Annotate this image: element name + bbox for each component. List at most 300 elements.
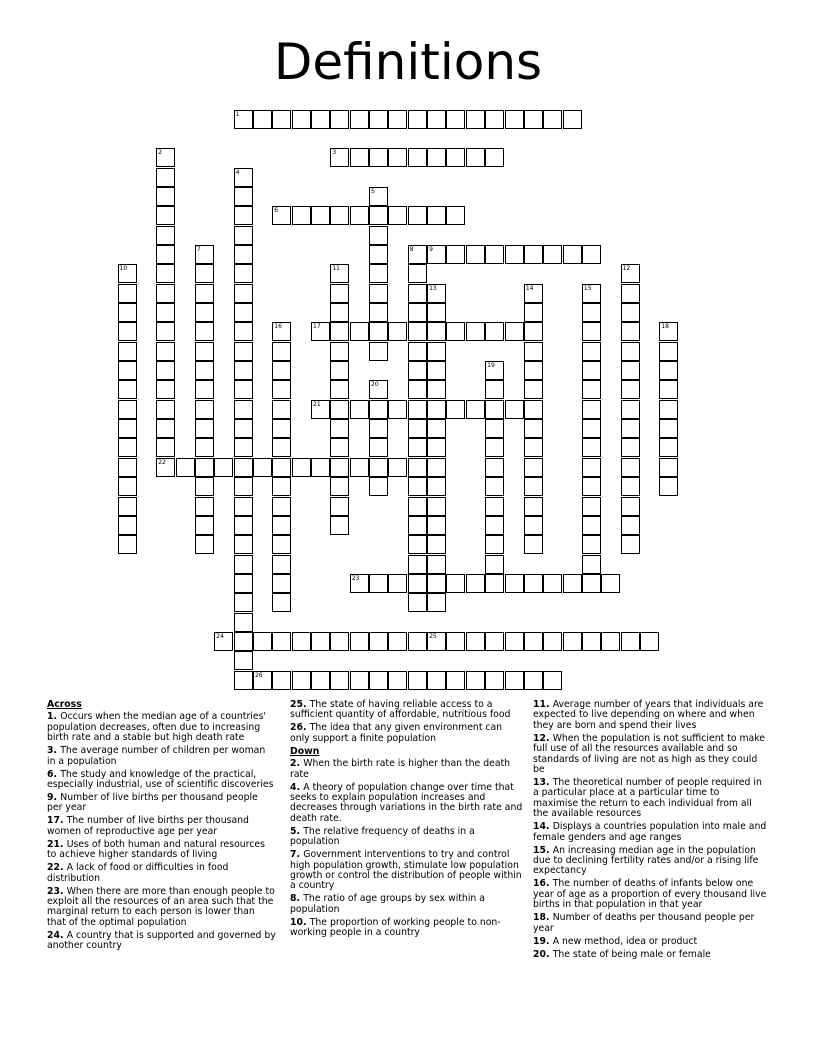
grid-cell[interactable] xyxy=(311,322,330,341)
grid-cell[interactable] xyxy=(369,284,388,303)
grid-cell[interactable] xyxy=(427,438,446,457)
grid-cell[interactable] xyxy=(582,361,601,380)
grid-cell[interactable] xyxy=(408,671,427,690)
grid-cell[interactable] xyxy=(524,497,543,516)
grid-cell[interactable] xyxy=(427,322,446,341)
grid-cell[interactable] xyxy=(466,671,485,690)
grid-cell[interactable] xyxy=(659,438,678,457)
grid-cell[interactable] xyxy=(195,400,214,419)
grid-cell[interactable] xyxy=(234,400,253,419)
grid-cell[interactable] xyxy=(582,342,601,361)
grid-cell[interactable] xyxy=(311,400,330,419)
grid-cell[interactable] xyxy=(466,322,485,341)
grid-cell[interactable] xyxy=(446,632,465,651)
grid-cell[interactable] xyxy=(524,574,543,593)
grid-cell[interactable] xyxy=(446,206,465,225)
grid-cell[interactable] xyxy=(408,400,427,419)
grid-cell[interactable] xyxy=(621,458,640,477)
grid-cell[interactable] xyxy=(195,245,214,264)
grid-cell[interactable] xyxy=(388,148,407,167)
grid-cell[interactable] xyxy=(272,632,291,651)
grid-cell[interactable] xyxy=(118,264,137,283)
grid-cell[interactable] xyxy=(427,206,446,225)
grid-cell[interactable] xyxy=(350,671,369,690)
grid-cell[interactable] xyxy=(563,632,582,651)
grid-cell[interactable] xyxy=(621,497,640,516)
grid-cell[interactable] xyxy=(330,419,349,438)
grid-cell[interactable] xyxy=(446,322,465,341)
grid-cell[interactable] xyxy=(369,438,388,457)
grid-cell[interactable] xyxy=(621,380,640,399)
grid-cell[interactable] xyxy=(524,400,543,419)
grid-cell[interactable] xyxy=(621,477,640,496)
grid-cell[interactable] xyxy=(253,671,272,690)
grid-cell[interactable] xyxy=(485,497,504,516)
grid-cell[interactable] xyxy=(582,438,601,457)
grid-cell[interactable] xyxy=(330,458,349,477)
grid-cell[interactable] xyxy=(485,458,504,477)
grid-cell[interactable] xyxy=(118,284,137,303)
grid-cell[interactable] xyxy=(659,361,678,380)
grid-cell[interactable] xyxy=(156,148,175,167)
grid-cell[interactable] xyxy=(156,361,175,380)
grid-cell[interactable] xyxy=(582,477,601,496)
grid-cell[interactable] xyxy=(350,400,369,419)
grid-cell[interactable] xyxy=(118,438,137,457)
grid-cell[interactable] xyxy=(505,671,524,690)
grid-cell[interactable] xyxy=(524,477,543,496)
grid-cell[interactable] xyxy=(621,284,640,303)
grid-cell[interactable] xyxy=(350,632,369,651)
grid-cell[interactable] xyxy=(466,400,485,419)
grid-cell[interactable] xyxy=(234,110,253,129)
grid-cell[interactable] xyxy=(543,632,562,651)
grid-cell[interactable] xyxy=(369,206,388,225)
grid-cell[interactable] xyxy=(234,361,253,380)
grid-cell[interactable] xyxy=(234,264,253,283)
grid-cell[interactable] xyxy=(234,651,253,670)
grid-cell[interactable] xyxy=(621,632,640,651)
grid-cell[interactable] xyxy=(330,322,349,341)
grid-cell[interactable] xyxy=(505,632,524,651)
grid-cell[interactable] xyxy=(388,400,407,419)
grid-cell[interactable] xyxy=(446,574,465,593)
grid-cell[interactable] xyxy=(156,458,175,477)
grid-cell[interactable] xyxy=(234,303,253,322)
grid-cell[interactable] xyxy=(408,245,427,264)
grid-cell[interactable] xyxy=(330,438,349,457)
grid-cell[interactable] xyxy=(350,206,369,225)
grid-cell[interactable] xyxy=(234,535,253,554)
grid-cell[interactable] xyxy=(427,632,446,651)
grid-cell[interactable] xyxy=(427,361,446,380)
grid-cell[interactable] xyxy=(253,458,272,477)
grid-cell[interactable] xyxy=(330,400,349,419)
grid-cell[interactable] xyxy=(446,110,465,129)
grid-cell[interactable] xyxy=(234,593,253,612)
grid-cell[interactable] xyxy=(582,632,601,651)
grid-cell[interactable] xyxy=(524,632,543,651)
grid-cell[interactable] xyxy=(582,400,601,419)
grid-cell[interactable] xyxy=(118,322,137,341)
grid-cell[interactable] xyxy=(330,110,349,129)
grid-cell[interactable] xyxy=(369,110,388,129)
grid-cell[interactable] xyxy=(292,632,311,651)
grid-cell[interactable] xyxy=(543,110,562,129)
grid-cell[interactable] xyxy=(427,555,446,574)
grid-cell[interactable] xyxy=(234,632,253,651)
grid-cell[interactable] xyxy=(272,419,291,438)
grid-cell[interactable] xyxy=(330,148,349,167)
grid-cell[interactable] xyxy=(505,245,524,264)
grid-cell[interactable] xyxy=(563,574,582,593)
grid-cell[interactable] xyxy=(621,516,640,535)
grid-cell[interactable] xyxy=(466,574,485,593)
grid-cell[interactable] xyxy=(272,206,291,225)
grid-cell[interactable] xyxy=(466,110,485,129)
grid-cell[interactable] xyxy=(408,438,427,457)
grid-cell[interactable] xyxy=(156,206,175,225)
grid-cell[interactable] xyxy=(156,380,175,399)
grid-cell[interactable] xyxy=(369,671,388,690)
grid-cell[interactable] xyxy=(156,303,175,322)
grid-cell[interactable] xyxy=(272,555,291,574)
grid-cell[interactable] xyxy=(524,516,543,535)
grid-cell[interactable] xyxy=(427,477,446,496)
grid-cell[interactable] xyxy=(427,593,446,612)
grid-cell[interactable] xyxy=(272,593,291,612)
grid-cell[interactable] xyxy=(524,342,543,361)
grid-cell[interactable] xyxy=(485,419,504,438)
grid-cell[interactable] xyxy=(621,342,640,361)
grid-cell[interactable] xyxy=(234,226,253,245)
grid-cell[interactable] xyxy=(234,168,253,187)
grid-cell[interactable] xyxy=(234,574,253,593)
grid-cell[interactable] xyxy=(408,206,427,225)
grid-cell[interactable] xyxy=(659,419,678,438)
grid-cell[interactable] xyxy=(234,477,253,496)
grid-cell[interactable] xyxy=(427,458,446,477)
grid-cell[interactable] xyxy=(427,148,446,167)
grid-cell[interactable] xyxy=(234,613,253,632)
grid-cell[interactable] xyxy=(659,322,678,341)
grid-cell[interactable] xyxy=(272,458,291,477)
grid-cell[interactable] xyxy=(485,477,504,496)
grid-cell[interactable] xyxy=(272,671,291,690)
grid-cell[interactable] xyxy=(272,574,291,593)
grid-cell[interactable] xyxy=(388,206,407,225)
grid-cell[interactable] xyxy=(524,322,543,341)
grid-cell[interactable] xyxy=(156,168,175,187)
grid-cell[interactable] xyxy=(330,284,349,303)
grid-cell[interactable] xyxy=(446,148,465,167)
grid-cell[interactable] xyxy=(582,303,601,322)
grid-cell[interactable] xyxy=(195,458,214,477)
grid-cell[interactable] xyxy=(118,361,137,380)
grid-cell[interactable] xyxy=(524,458,543,477)
grid-cell[interactable] xyxy=(311,206,330,225)
grid-cell[interactable] xyxy=(369,187,388,206)
grid-cell[interactable] xyxy=(446,245,465,264)
grid-cell[interactable] xyxy=(369,264,388,283)
grid-cell[interactable] xyxy=(292,110,311,129)
grid-cell[interactable] xyxy=(427,535,446,554)
grid-cell[interactable] xyxy=(195,361,214,380)
grid-cell[interactable] xyxy=(234,555,253,574)
grid-cell[interactable] xyxy=(524,361,543,380)
grid-cell[interactable] xyxy=(408,419,427,438)
grid-cell[interactable] xyxy=(485,671,504,690)
grid-cell[interactable] xyxy=(408,458,427,477)
grid-cell[interactable] xyxy=(582,245,601,264)
grid-cell[interactable] xyxy=(659,380,678,399)
grid-cell[interactable] xyxy=(156,187,175,206)
grid-cell[interactable] xyxy=(601,574,620,593)
grid-cell[interactable] xyxy=(485,322,504,341)
grid-cell[interactable] xyxy=(330,264,349,283)
grid-cell[interactable] xyxy=(195,438,214,457)
grid-cell[interactable] xyxy=(234,322,253,341)
grid-cell[interactable] xyxy=(408,497,427,516)
grid-cell[interactable] xyxy=(272,110,291,129)
grid-cell[interactable] xyxy=(466,632,485,651)
grid-cell[interactable] xyxy=(195,380,214,399)
grid-cell[interactable] xyxy=(369,632,388,651)
grid-cell[interactable] xyxy=(330,671,349,690)
grid-cell[interactable] xyxy=(350,322,369,341)
grid-cell[interactable] xyxy=(118,477,137,496)
grid-cell[interactable] xyxy=(195,342,214,361)
grid-cell[interactable] xyxy=(156,400,175,419)
grid-cell[interactable] xyxy=(408,574,427,593)
grid-cell[interactable] xyxy=(234,245,253,264)
grid-cell[interactable] xyxy=(485,245,504,264)
grid-cell[interactable] xyxy=(311,671,330,690)
grid-cell[interactable] xyxy=(485,380,504,399)
grid-cell[interactable] xyxy=(118,419,137,438)
grid-cell[interactable] xyxy=(524,671,543,690)
grid-cell[interactable] xyxy=(427,400,446,419)
grid-cell[interactable] xyxy=(505,400,524,419)
grid-cell[interactable] xyxy=(621,322,640,341)
grid-cell[interactable] xyxy=(582,555,601,574)
grid-cell[interactable] xyxy=(350,110,369,129)
grid-cell[interactable] xyxy=(582,284,601,303)
grid-cell[interactable] xyxy=(485,516,504,535)
grid-cell[interactable] xyxy=(388,574,407,593)
grid-cell[interactable] xyxy=(408,342,427,361)
grid-cell[interactable] xyxy=(176,458,195,477)
grid-cell[interactable] xyxy=(485,148,504,167)
grid-cell[interactable] xyxy=(563,110,582,129)
grid-cell[interactable] xyxy=(156,284,175,303)
grid-cell[interactable] xyxy=(524,110,543,129)
grid-cell[interactable] xyxy=(582,574,601,593)
grid-cell[interactable] xyxy=(369,477,388,496)
grid-cell[interactable] xyxy=(156,226,175,245)
grid-cell[interactable] xyxy=(582,380,601,399)
grid-cell[interactable] xyxy=(427,342,446,361)
grid-cell[interactable] xyxy=(330,497,349,516)
grid-cell[interactable] xyxy=(272,400,291,419)
grid-cell[interactable] xyxy=(350,574,369,593)
grid-cell[interactable] xyxy=(659,477,678,496)
grid-cell[interactable] xyxy=(408,380,427,399)
grid-cell[interactable] xyxy=(543,245,562,264)
grid-cell[interactable] xyxy=(292,671,311,690)
grid-cell[interactable] xyxy=(582,419,601,438)
grid-cell[interactable] xyxy=(408,632,427,651)
grid-cell[interactable] xyxy=(311,110,330,129)
grid-cell[interactable] xyxy=(234,671,253,690)
grid-cell[interactable] xyxy=(272,438,291,457)
grid-cell[interactable] xyxy=(582,497,601,516)
grid-cell[interactable] xyxy=(388,110,407,129)
grid-cell[interactable] xyxy=(118,516,137,535)
grid-cell[interactable] xyxy=(446,400,465,419)
grid-cell[interactable] xyxy=(272,322,291,341)
grid-cell[interactable] xyxy=(272,380,291,399)
grid-cell[interactable] xyxy=(253,632,272,651)
grid-cell[interactable] xyxy=(427,284,446,303)
grid-cell[interactable] xyxy=(582,458,601,477)
grid-cell[interactable] xyxy=(524,535,543,554)
grid-cell[interactable] xyxy=(524,303,543,322)
grid-cell[interactable] xyxy=(621,264,640,283)
grid-cell[interactable] xyxy=(156,438,175,457)
grid-cell[interactable] xyxy=(156,245,175,264)
grid-cell[interactable] xyxy=(408,516,427,535)
grid-cell[interactable] xyxy=(427,497,446,516)
grid-cell[interactable] xyxy=(369,574,388,593)
grid-cell[interactable] xyxy=(659,342,678,361)
grid-cell[interactable] xyxy=(369,419,388,438)
grid-cell[interactable] xyxy=(369,380,388,399)
grid-cell[interactable] xyxy=(195,284,214,303)
grid-cell[interactable] xyxy=(330,516,349,535)
grid-cell[interactable] xyxy=(485,438,504,457)
grid-cell[interactable] xyxy=(446,671,465,690)
grid-cell[interactable] xyxy=(369,303,388,322)
grid-cell[interactable] xyxy=(195,264,214,283)
grid-cell[interactable] xyxy=(427,380,446,399)
grid-cell[interactable] xyxy=(234,497,253,516)
grid-cell[interactable] xyxy=(234,284,253,303)
grid-cell[interactable] xyxy=(350,148,369,167)
grid-cell[interactable] xyxy=(408,361,427,380)
grid-cell[interactable] xyxy=(195,419,214,438)
grid-cell[interactable] xyxy=(408,284,427,303)
grid-cell[interactable] xyxy=(505,110,524,129)
grid-cell[interactable] xyxy=(195,516,214,535)
grid-cell[interactable] xyxy=(272,497,291,516)
grid-cell[interactable] xyxy=(234,206,253,225)
grid-cell[interactable] xyxy=(330,361,349,380)
grid-cell[interactable] xyxy=(156,264,175,283)
grid-cell[interactable] xyxy=(369,245,388,264)
grid-cell[interactable] xyxy=(427,303,446,322)
grid-cell[interactable] xyxy=(369,458,388,477)
grid-cell[interactable] xyxy=(272,477,291,496)
grid-cell[interactable] xyxy=(330,632,349,651)
grid-cell[interactable] xyxy=(214,458,233,477)
grid-cell[interactable] xyxy=(505,574,524,593)
grid-cell[interactable] xyxy=(621,303,640,322)
grid-cell[interactable] xyxy=(485,574,504,593)
grid-cell[interactable] xyxy=(466,148,485,167)
grid-cell[interactable] xyxy=(330,380,349,399)
grid-cell[interactable] xyxy=(118,497,137,516)
grid-cell[interactable] xyxy=(408,303,427,322)
grid-cell[interactable] xyxy=(601,632,620,651)
grid-cell[interactable] xyxy=(408,264,427,283)
grid-cell[interactable] xyxy=(156,419,175,438)
grid-cell[interactable] xyxy=(234,342,253,361)
grid-cell[interactable] xyxy=(485,361,504,380)
grid-cell[interactable] xyxy=(234,438,253,457)
grid-cell[interactable] xyxy=(311,458,330,477)
grid-cell[interactable] xyxy=(524,284,543,303)
grid-cell[interactable] xyxy=(195,322,214,341)
grid-cell[interactable] xyxy=(640,632,659,651)
grid-cell[interactable] xyxy=(485,400,504,419)
grid-cell[interactable] xyxy=(369,148,388,167)
grid-cell[interactable] xyxy=(485,555,504,574)
grid-cell[interactable] xyxy=(621,400,640,419)
grid-cell[interactable] xyxy=(118,458,137,477)
grid-cell[interactable] xyxy=(485,632,504,651)
grid-cell[interactable] xyxy=(621,438,640,457)
grid-cell[interactable] xyxy=(234,516,253,535)
grid-cell[interactable] xyxy=(524,380,543,399)
grid-cell[interactable] xyxy=(427,245,446,264)
grid-cell[interactable] xyxy=(408,555,427,574)
grid-cell[interactable] xyxy=(388,632,407,651)
grid-cell[interactable] xyxy=(427,671,446,690)
grid-cell[interactable] xyxy=(563,245,582,264)
grid-cell[interactable] xyxy=(234,187,253,206)
grid-cell[interactable] xyxy=(524,419,543,438)
grid-cell[interactable] xyxy=(388,671,407,690)
grid-cell[interactable] xyxy=(621,361,640,380)
grid-cell[interactable] xyxy=(272,361,291,380)
grid-cell[interactable] xyxy=(659,458,678,477)
grid-cell[interactable] xyxy=(621,419,640,438)
grid-cell[interactable] xyxy=(369,322,388,341)
grid-cell[interactable] xyxy=(408,535,427,554)
grid-cell[interactable] xyxy=(234,419,253,438)
grid-cell[interactable] xyxy=(408,322,427,341)
grid-cell[interactable] xyxy=(582,322,601,341)
grid-cell[interactable] xyxy=(427,574,446,593)
grid-cell[interactable] xyxy=(195,303,214,322)
grid-cell[interactable] xyxy=(195,497,214,516)
grid-cell[interactable] xyxy=(369,226,388,245)
grid-cell[interactable] xyxy=(543,671,562,690)
grid-cell[interactable] xyxy=(582,535,601,554)
grid-cell[interactable] xyxy=(214,632,233,651)
grid-cell[interactable] xyxy=(659,400,678,419)
grid-cell[interactable] xyxy=(156,322,175,341)
grid-cell[interactable] xyxy=(408,477,427,496)
grid-cell[interactable] xyxy=(505,322,524,341)
grid-cell[interactable] xyxy=(330,342,349,361)
grid-cell[interactable] xyxy=(195,477,214,496)
grid-cell[interactable] xyxy=(195,535,214,554)
grid-cell[interactable] xyxy=(388,458,407,477)
grid-cell[interactable] xyxy=(369,342,388,361)
grid-cell[interactable] xyxy=(272,516,291,535)
